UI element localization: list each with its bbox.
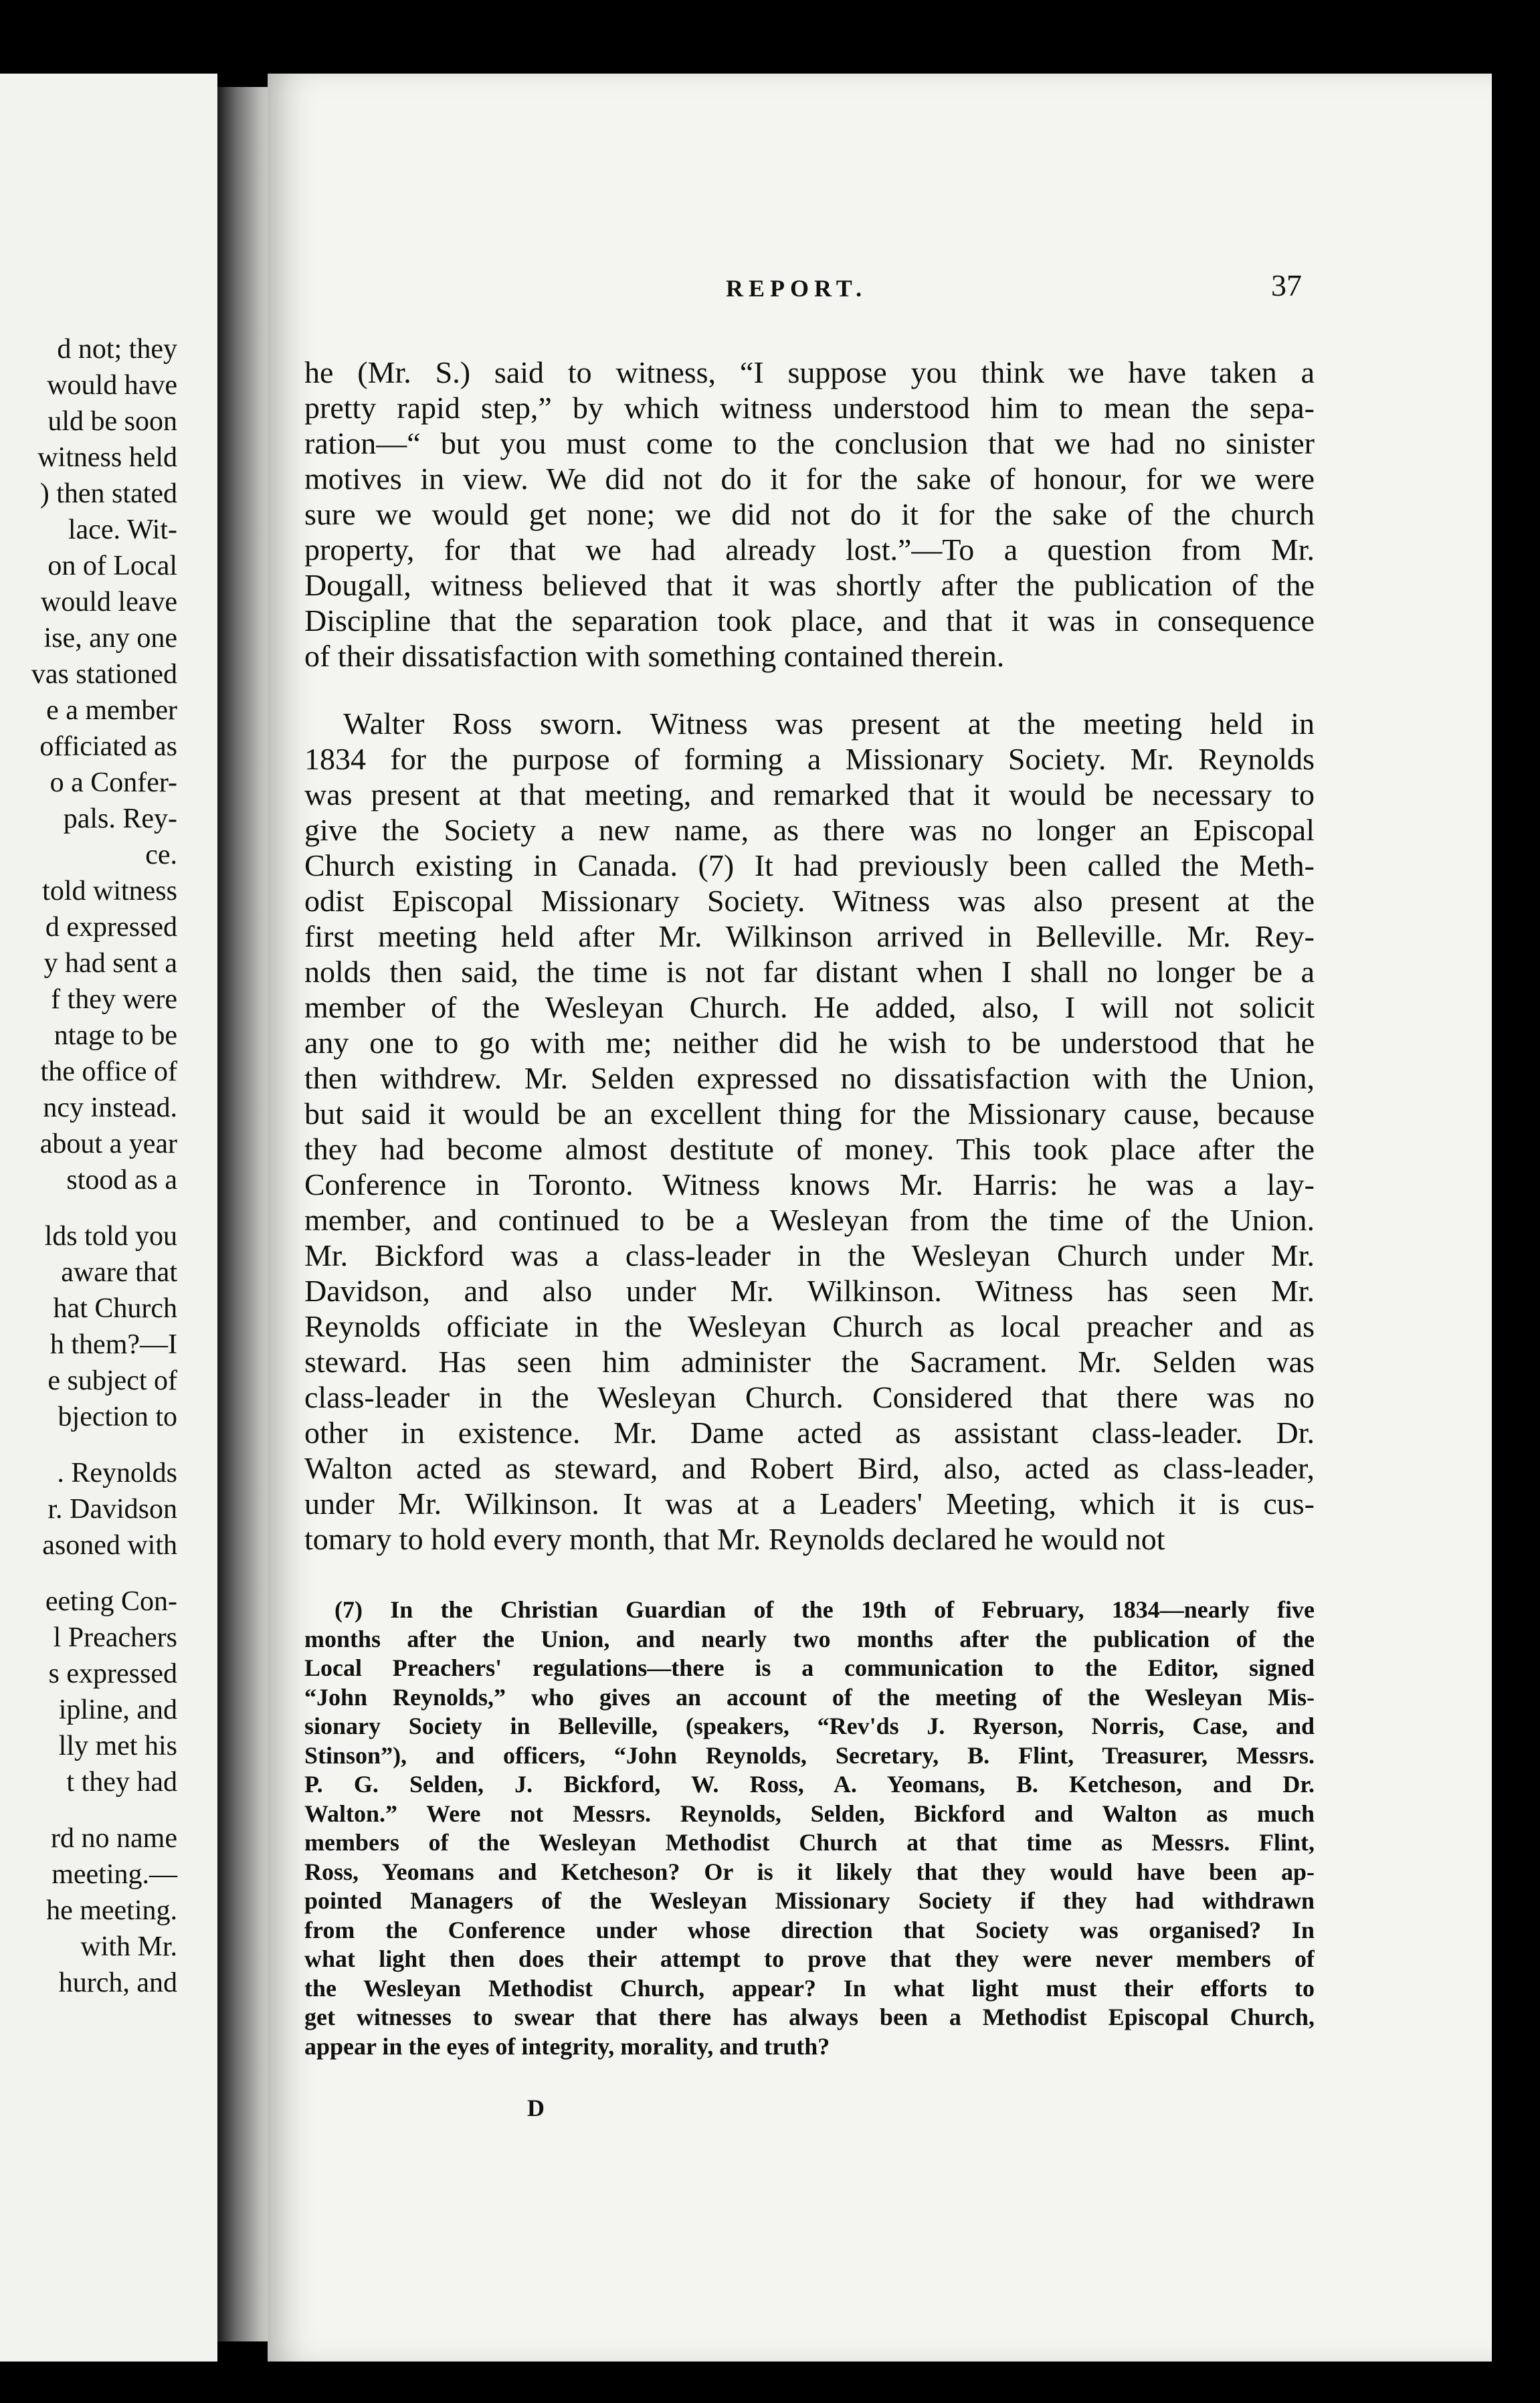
- body-line: Davidson, and also under Mr. Wilkinson. Witness has seen Mr.: [304, 1274, 1315, 1308]
- facing-page-line: lace. Wit-: [68, 514, 177, 545]
- facing-page-line: would leave: [40, 587, 177, 617]
- facing-page-line: with Mr.: [80, 1931, 177, 1962]
- body-line: give the Society a new name, as there was no longer an Episcopal: [304, 813, 1315, 847]
- facing-page-line: s expressed: [48, 1658, 177, 1689]
- footnote-line: what light then does their attempt to prove that they were never members of: [304, 1945, 1315, 1972]
- body-line: member of the Wesleyan Church. He added, also, I will not solicit: [304, 990, 1315, 1024]
- facing-page-line: stood as a: [66, 1165, 177, 1195]
- facing-page-line: on of Local: [47, 551, 177, 581]
- facing-page-line: ce.: [145, 840, 177, 870]
- facing-page-line: about a year: [39, 1129, 177, 1159]
- facing-page-line: officiated as: [39, 731, 177, 762]
- body-line: 1834 for the purpose of forming a Missionary Society. Mr. Reynolds: [304, 742, 1315, 776]
- footnote-line: members of the Wesleyan Methodist Church at that time as Messrs. Flint,: [304, 1829, 1315, 1856]
- body-line: under Mr. Wilkinson. It was at a Leaders' Meeting, which it is cus-: [304, 1486, 1315, 1521]
- body-line: Church existing in Canada. (7) It had previously been called the Meth-: [304, 848, 1315, 882]
- body-line: nolds then said, the time is not far distant when I shall no longer be a: [304, 955, 1315, 989]
- facing-page-line: d not; they: [57, 334, 177, 365]
- footnote-line: “John Reynolds,” who gives an account of the meeting of the Wesleyan Mis-: [304, 1683, 1315, 1711]
- body-line: Reynolds officiate in the Wesleyan Church as local preacher and as: [304, 1309, 1315, 1343]
- body-line: any one to go with me; neither did he wish to be understood that he: [304, 1026, 1315, 1060]
- facing-page-line: uld be soon: [47, 406, 177, 437]
- footnote-line: appear in the eyes of integrity, morality, and truth?: [304, 2032, 830, 2060]
- facing-page-line: meeting.—: [52, 1859, 177, 1890]
- facing-page-line: hat Church: [53, 1293, 177, 1324]
- body-line: Walter Ross sworn. Witness was present at the meeting held in: [343, 706, 1315, 741]
- body-line: he (Mr. S.) said to witness, “I suppose you think we have taken a: [304, 355, 1315, 389]
- footnote-line: Walton.” Were not Messrs. Reynolds, Selden, Bickford and Walton as much: [304, 1800, 1315, 1827]
- body-line: was present at that meeting, and remarked that it would be necessary to: [304, 777, 1315, 811]
- signature-mark: D: [527, 2095, 545, 2121]
- facing-page-line: ) then stated: [39, 478, 177, 509]
- body-line: Discipline that the separation took place, and that it was in consequence: [304, 603, 1315, 638]
- facing-page-line: ntage to be: [54, 1020, 177, 1051]
- facing-page-line: ipline, and: [58, 1695, 177, 1725]
- facing-page-line: told witness: [42, 876, 177, 906]
- facing-page-line: he meeting.: [46, 1895, 177, 1926]
- body-line: then withdrew. Mr. Selden expressed no dissatisfaction with the Union,: [304, 1061, 1315, 1095]
- body-text: [304, 355, 1315, 1557]
- running-head: REPORT.: [726, 275, 868, 302]
- body-line: odist Episcopal Missionary Society. Witness was also present at the: [304, 884, 1315, 918]
- footnote-line: Ross, Yeomans and Ketcheson? Or is it likely that they would have been ap-: [304, 1858, 1315, 1885]
- footnote-line: from the Conference under whose direction that Society was organised? In: [304, 1916, 1315, 1943]
- page-header: [268, 268, 1492, 314]
- facing-page-line: d expressed: [45, 912, 177, 943]
- facing-page-line: aware that: [61, 1257, 177, 1288]
- footnote-line: the Wesleyan Methodist Church, appear? In what light must their efforts to: [304, 1974, 1315, 2002]
- facing-page-line: pals. Rey-: [63, 803, 177, 834]
- footnote-line: pointed Managers of the Wesleyan Missionary Society if they had withdrawn: [304, 1887, 1315, 1914]
- body-line: Dougall, witness believed that it was shortly after the publication of the: [304, 568, 1315, 602]
- footnote-line: get witnesses to swear that there has always been a Methodist Episcopal Church,: [304, 2004, 1315, 2030]
- body-line: first meeting held after Mr. Wilkinson arrived in Belleville. Mr. Rey-: [304, 919, 1315, 953]
- body-line: ration—“ but you must come to the conclusion that we had no sinister: [304, 426, 1315, 460]
- body-line: other in existence. Mr. Dame acted as assistant class-leader. Dr.: [304, 1416, 1315, 1450]
- facing-page-line: [31, 1198, 177, 1218]
- page-number: 37: [1271, 268, 1302, 302]
- facing-page-line: bjection to: [58, 1402, 177, 1432]
- facing-page-line: ise, any one: [43, 623, 177, 654]
- facing-page-line: ncy instead.: [43, 1092, 177, 1123]
- body-line: sure we would get none; we did not do it for the sake of the church: [304, 497, 1315, 531]
- facing-page-line: y had sent a: [43, 948, 177, 979]
- facing-page: [0, 74, 217, 2362]
- body-line: Conference in Toronto. Witness knows Mr. Harris: he was a lay-: [304, 1167, 1315, 1202]
- body-line: class-leader in the Wesleyan Church. Considered that there was no: [304, 1380, 1315, 1414]
- main-page: [268, 74, 1492, 2362]
- facing-page-line: e a member: [46, 695, 177, 726]
- facing-page-text: [31, 331, 177, 2001]
- body-line: motives in view. We did not do it for the sake of honour, for we were: [304, 462, 1315, 496]
- facing-page-line: o a Confer-: [50, 767, 177, 798]
- facing-page-line: f they were: [51, 984, 177, 1015]
- facing-page-line: l Preachers: [53, 1622, 177, 1653]
- facing-page-line: [31, 1800, 177, 1820]
- footnote-line: (7) In the Christian Guardian of the 19th of February, 1834—nearly five: [334, 1596, 1315, 1623]
- facing-page-line: the office of: [40, 1056, 177, 1087]
- facing-page-line: lds told you: [44, 1221, 177, 1252]
- facing-page-line: [31, 1435, 177, 1455]
- facing-page-line: [31, 1563, 177, 1583]
- body-line: [304, 674, 1315, 706]
- footnote-line: Local Preachers' regulations—there is a communication to the Editor, signed: [304, 1654, 1315, 1681]
- facing-page-line: witness held: [37, 442, 177, 473]
- facing-page-line: vas stationed: [31, 659, 177, 690]
- body-line: pretty rapid step,” by which witness understood him to mean the sepa-: [304, 391, 1315, 425]
- body-line: steward. Has seen him administer the Sacrament. Mr. Selden was: [304, 1345, 1315, 1379]
- body-line: property, for that we had already lost.”—To a question from Mr.: [304, 533, 1315, 567]
- footnote-line: months after the Union, and nearly two months after the publication of the: [304, 1625, 1315, 1652]
- footnote-line: Stinson”), and officers, “John Reynolds, Secretary, B. Flint, Treasurer, Messrs.: [304, 1741, 1315, 1769]
- body-line: Mr. Bickford was a class-leader in the Wesleyan Church under Mr.: [304, 1238, 1315, 1272]
- body-line: but said it would be an excellent thing for the Missionary cause, because: [304, 1096, 1315, 1131]
- footnote-line: P. G. Selden, J. Bickford, W. Ross, A. Yeomans, B. Ketcheson, and Dr.: [304, 1771, 1315, 1798]
- facing-page-line: h them?—I: [50, 1329, 177, 1360]
- body-line: of their dissatisfaction with something contained therein.: [304, 639, 1005, 673]
- facing-page-line: r. Davidson: [47, 1494, 177, 1525]
- facing-page-line: eeting Con-: [45, 1586, 177, 1617]
- footnote: [304, 1596, 1315, 2061]
- facing-page-line: rd no name: [51, 1823, 177, 1854]
- body-line: member, and continued to be a Wesleyan from the time of the Union.: [304, 1203, 1315, 1237]
- footnote-line: sionary Society in Belleville, (speakers, “Rev'ds J. Ryerson, Norris, Case, and: [304, 1713, 1315, 1739]
- facing-page-line: asoned with: [42, 1530, 177, 1561]
- body-line: Walton acted as steward, and Robert Bird, also, acted as class-leader,: [304, 1451, 1315, 1485]
- facing-page-line: lly met his: [58, 1731, 177, 1761]
- facing-page-line: hurch, and: [58, 1967, 177, 1998]
- facing-page-line: . Reynolds: [57, 1458, 177, 1488]
- facing-page-line: t they had: [66, 1767, 177, 1798]
- body-line: tomary to hold every month, that Mr. Reynolds declared he would not: [304, 1522, 1165, 1556]
- body-line: they had become almost destitute of money. This took place after the: [304, 1132, 1315, 1166]
- facing-page-line: would have: [47, 370, 177, 401]
- facing-page-line: e subject of: [47, 1365, 177, 1396]
